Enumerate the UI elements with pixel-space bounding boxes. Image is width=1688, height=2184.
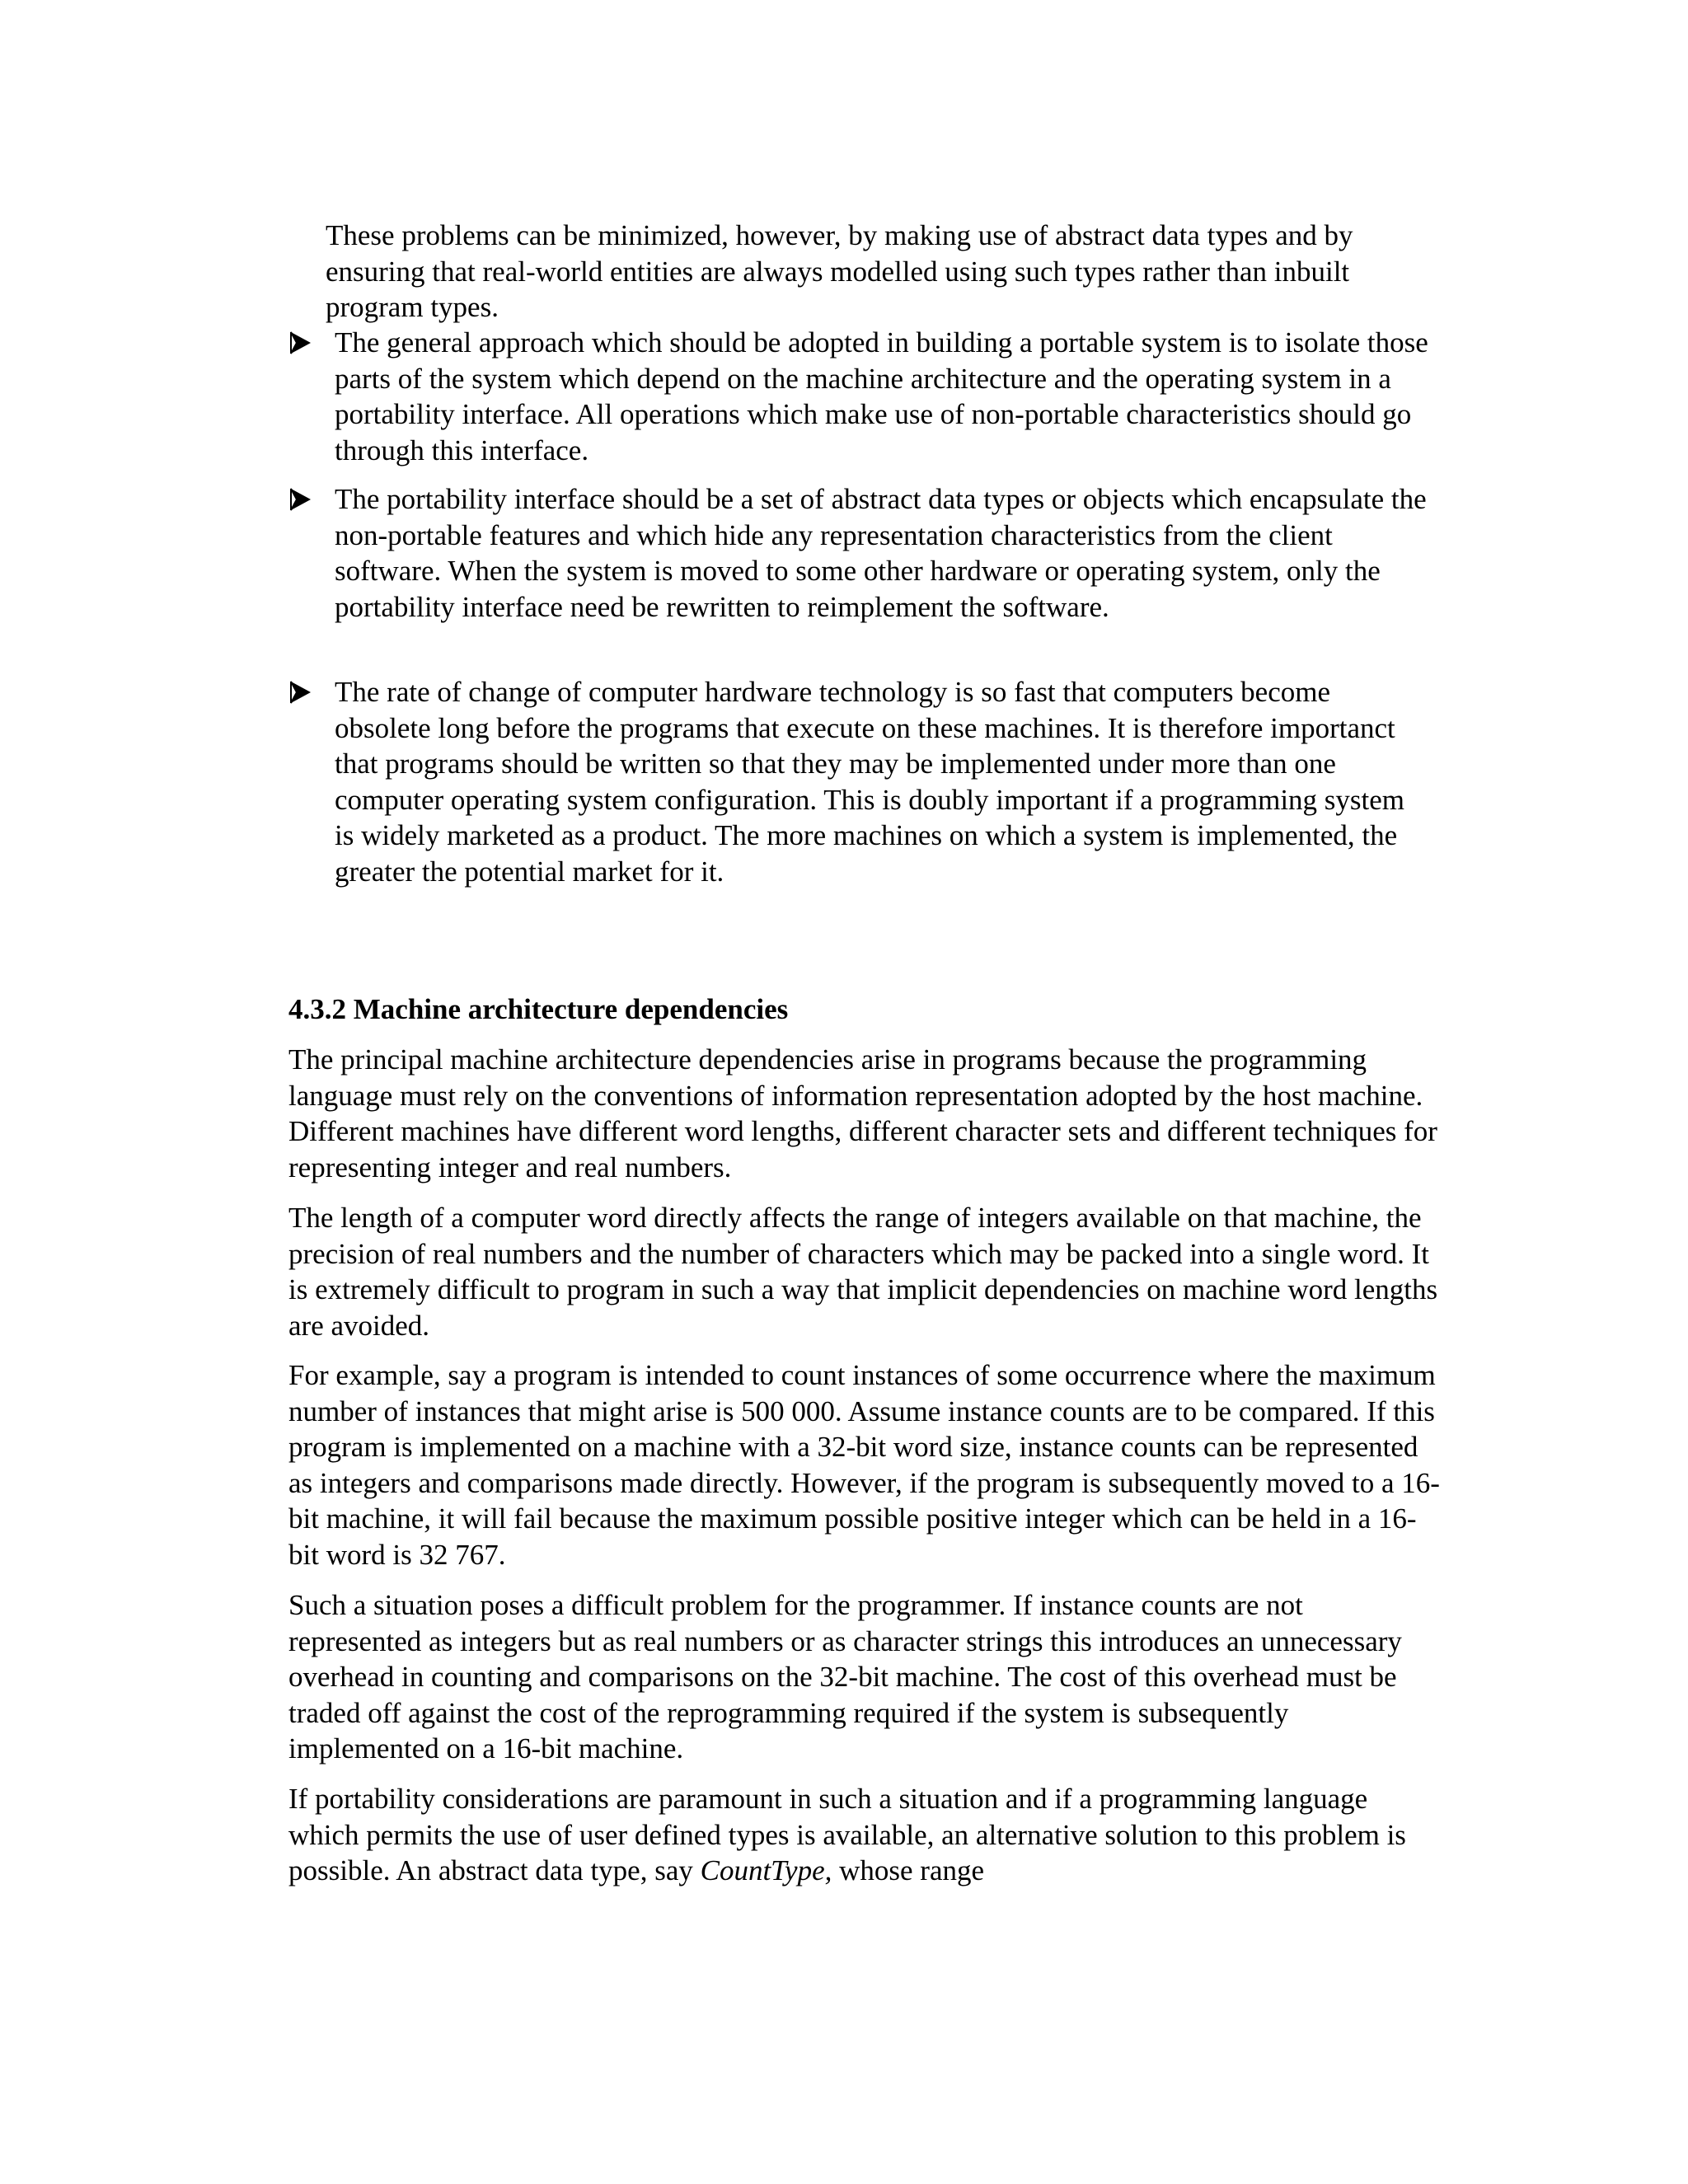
section-heading: 4.3.2 Machine architecture dependencies: [288, 993, 789, 1025]
paragraph-last: [288, 1781, 1442, 1889]
bullet-text: The rate of change of computer hardware technology is so fast that computers become obsolete long before the programs that execute on these machines. It is therefore importanct that programs should be written so that they may be implemented under more than one computer operating system configuration. This is doubly important if a programming system is widely marketed as a product. The more machines on which a system is implemented, the greater the potential market for it.: [335, 676, 1405, 888]
bullet-item: [288, 325, 1434, 468]
count-type-emphasis: CountType,: [700, 1854, 832, 1886]
arrow-bullet-icon: [288, 481, 318, 518]
bullet-item: [288, 481, 1434, 625]
arrow-bullet-icon: [288, 674, 318, 710]
bullet-text: The portability interface should be a set of abstract data types or objects which encapsulate the non-portable features and which hide any representation characteristics from the client software. When the system is moved to some other hardware or operating system, only the portability interface need be rewritten to reimplement the software.: [335, 483, 1427, 623]
paragraph: Such a situation poses a difficult problem for the programmer. If instance counts are not represented as integers but as real numbers or as character strings this introduces an unnecessary overhead in counting and comparisons on the 32-bit machine. The cost of this overhead must be traded off against the cost of the reprogramming required if the system is subsequently implemented on a 16-bit machine.: [288, 1589, 1402, 1765]
paragraph: The principal machine architecture dependencies arise in programs because the programming language must rely on the conventions of information representation adopted by the host machine. Different machines have different word lengths, different character sets and different techniques for representing integer and real numbers.: [288, 1043, 1437, 1183]
paragraph-text: If portability considerations are paramount in such a situation and if a programming language which permits the use of user defined types is available, an alternative solution to this problem is possible. An abstract data type, say: [288, 1783, 1406, 1886]
paragraph: For example, say a program is intended to count instances of some occurrence where the maximum number of instances that might arise is 500 000. Assume instance counts are to be compared. If this program is implemented on a machine with a 32-bit word size, instance counts can be represented as integers and comparisons made directly. However, if the program is subsequently moved to a 16-bit machine, it will fail because the maximum possible positive integer which can be held in a 16-bit word is 32 767.: [288, 1359, 1440, 1571]
arrow-bullet-icon: [288, 325, 318, 361]
bullet-item: [288, 674, 1434, 889]
bullet-text: The general approach which should be adopted in building a portable system is to isolate those parts of the system which depend on the machine architecture and the operating system in a portability interface. All operations which make use of non-portable characteristics should go through this interface.: [335, 326, 1428, 466]
intro-continuation: These problems can be minimized, however, by making use of abstract data types and by ensuring that real-world entities are always modelled using such types rather than inbuilt program types.: [326, 219, 1353, 323]
paragraph-text-tail: whose range: [832, 1854, 985, 1886]
paragraph: The length of a computer word directly affects the range of integers available on that machine, the precision of real numbers and the number of characters which may be packed into a single word. It is extremely difficult to program in such a way that implicit dependencies on machine word lengths are avoided.: [288, 1202, 1438, 1342]
